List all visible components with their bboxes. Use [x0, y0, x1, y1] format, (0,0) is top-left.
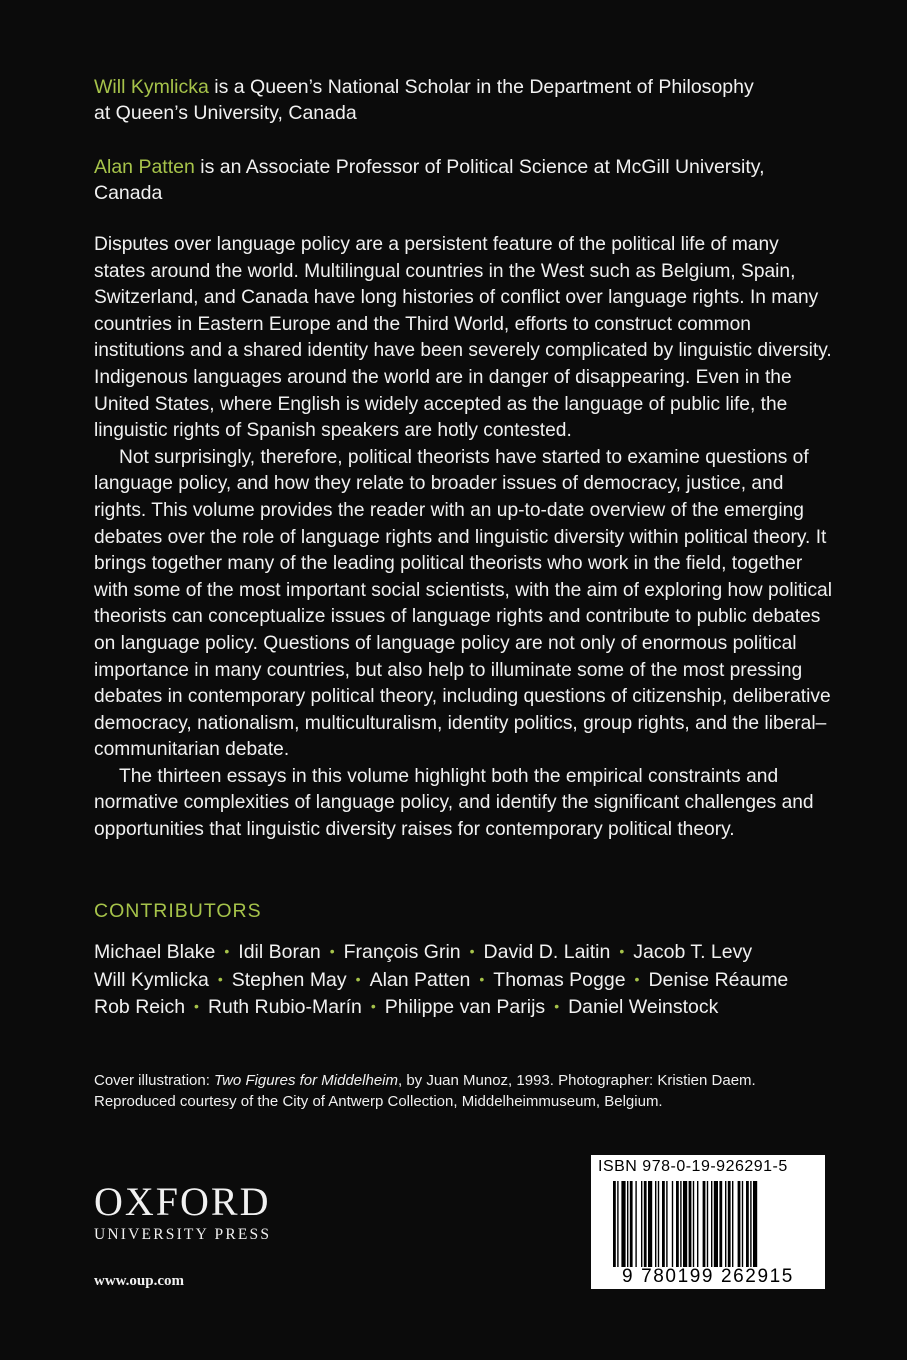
publisher-subtitle: UNIVERSITY PRESS: [94, 1226, 272, 1243]
barcode-bar: [676, 1181, 679, 1267]
cover-credit-suffix: , by Juan Munoz, 1993. Photographer: Kristien Daem.: [398, 1072, 756, 1089]
cover-credit-prefix: Cover illustration:: [94, 1072, 215, 1089]
author-bio-kymlicka: [94, 74, 834, 126]
barcode-bar: [662, 1181, 665, 1267]
barcode-bar: [750, 1181, 751, 1267]
barcode-bar: [714, 1181, 718, 1267]
barcode-bar: [683, 1181, 687, 1267]
book-description: [94, 232, 832, 844]
contributor-name: François Grin: [343, 941, 461, 963]
separator-dot: •: [554, 998, 560, 1015]
separator-dot: •: [329, 943, 335, 959]
barcode-bar: [697, 1181, 698, 1267]
barcode-bar: [738, 1181, 741, 1267]
contributors-list: [94, 938, 834, 1021]
contributor-name: Idil Boran: [238, 941, 321, 963]
contributors-heading: CONTRIBUTORS: [94, 900, 262, 922]
barcode-bar: [658, 1181, 659, 1267]
separator-dot: •: [224, 943, 230, 959]
contributor-name: Philippe van Parijs: [384, 996, 546, 1019]
barcode-bar: [689, 1181, 692, 1267]
barcode-bar: [680, 1181, 681, 1267]
barcode-bar: [725, 1181, 726, 1267]
publisher-logo: [94, 1179, 309, 1244]
contributor-name: Denise Réaume: [648, 968, 789, 991]
cover-credit: [94, 1070, 834, 1112]
barcode-bar: [707, 1181, 708, 1267]
barcode-bar: [732, 1181, 733, 1267]
barcode-bar: [719, 1181, 722, 1267]
barcode-bar: [703, 1181, 706, 1267]
barcode-bar: [711, 1181, 712, 1267]
barcode-bar: [641, 1181, 642, 1267]
author-name: Will Kymlicka: [94, 76, 209, 98]
cover-artwork-title: Two Figures for Middelheim: [214, 1072, 398, 1089]
contributors-line: [94, 966, 834, 994]
barcode-bar: [621, 1181, 625, 1267]
author-bio-text: is an Associate Professor of Political Science at McGill University, Canada: [94, 156, 765, 204]
isbn-label: ISBN 978-0-19-926291-5: [598, 1158, 788, 1175]
description-paragraph: Disputes over language policy are a persistent feature of the political life of many states around the world. Multilingual countries in the West such as Belgium, Spain, Switzerland, and Canada have long histories of conflict over language rights. In many countries in Eastern Europe and the Third World, efforts to construct common institutions and a shared identity have been severely complicated by linguistic diversity. Indigenous languages around the world are in danger of disappearing. Even in the United States, where English is widely accepted as the language of public life, the linguistic rights of Spanish speakers are hotly contested.: [94, 234, 832, 442]
barcode-bar: [630, 1181, 633, 1267]
author-name: Alan Patten: [94, 156, 195, 178]
separator-dot: •: [355, 970, 361, 987]
barcode-bar: [753, 1181, 757, 1267]
cover-credit-line2: Reproduced courtesy of the City of Antwerp Collection, Middelheimmuseum, Belgium.: [94, 1093, 663, 1110]
contributor-name: Ruth Rubio-Marín: [207, 996, 362, 1019]
contributor-name: David D. Laitin: [483, 941, 611, 963]
barcode-digits: 9 780199 262915: [622, 1266, 794, 1287]
contributor-name: Daniel Weinstock: [568, 996, 719, 1019]
separator-dot: •: [619, 943, 625, 959]
barcode-bar: [627, 1181, 628, 1267]
barcode-bar: [644, 1181, 647, 1267]
barcode-bar: [693, 1181, 694, 1267]
author-bio-patten: [94, 154, 834, 206]
separator-dot: •: [469, 943, 475, 959]
contributor-name: Will Kymlicka: [94, 968, 209, 991]
barcode-bar: [666, 1181, 667, 1267]
description-paragraph: The thirteen essays in this volume highlight both the empirical constraints and normative complexities of language policy, and identify the significant challenges and opportunities that linguistic diversity raises for contemporary political theory.: [94, 765, 814, 841]
contributor-name: Jacob T. Levy: [633, 941, 753, 963]
barcode-bar: [635, 1181, 636, 1267]
description-paragraph: Not surprisingly, therefore, political theorists have started to examine questions of language policy, and how they relate to broader issues of democracy, justice, and rights. This volume provides the reader with an up-to-date overview of the emerging debates over the role of language rights and linguistic diversity within political theory. It brings together many of the leading political theorists who work in the field, together with some of the most important social scientists, with the aim of exploring how political theorists can conceptualize issues of language rights and contribute to public debates on language policy. Questions of language policy are not only of enormous political importance in many countries, but also help to illuminate some of the most pressing debates in contemporary political theory, including questions of citizenship, deliberative democracy, nationalism, multiculturalism, identity politics, group rights, and the liberal–communitarian debate.: [94, 446, 832, 761]
contributor-name: Michael Blake: [94, 941, 216, 963]
separator-dot: •: [194, 998, 199, 1015]
isbn-barcode: [591, 1155, 825, 1289]
separator-dot: •: [217, 970, 223, 987]
contributor-name: Rob Reich: [94, 996, 186, 1019]
barcode-bar: [672, 1181, 673, 1267]
publisher-url: www.oup.com: [94, 1273, 185, 1289]
separator-dot: •: [370, 998, 376, 1015]
barcode-bar: [617, 1181, 618, 1267]
contributor-name: Alan Patten: [369, 968, 471, 991]
barcode-bar: [746, 1181, 749, 1267]
contributors-line: [94, 938, 834, 966]
barcode-bar: [648, 1181, 652, 1267]
barcode-bar: [613, 1181, 616, 1267]
contributors-line: [94, 993, 834, 1021]
contributor-name: Stephen May: [231, 968, 347, 991]
separator-dot: •: [634, 970, 640, 987]
barcode-bars: [613, 1181, 803, 1267]
author-bio-text: is a Queen’s National Scholar in the Department of Philosophy: [208, 76, 754, 98]
contributor-name: Thomas Pogge: [493, 968, 626, 991]
barcode-bar: [655, 1181, 656, 1267]
publisher-name: OXFORD: [94, 1179, 271, 1224]
barcode-bar: [742, 1181, 743, 1267]
barcode-bar: [728, 1181, 731, 1267]
author-bio-text-line2: at Queen’s University, Canada: [94, 102, 357, 124]
separator-dot: •: [479, 970, 485, 987]
